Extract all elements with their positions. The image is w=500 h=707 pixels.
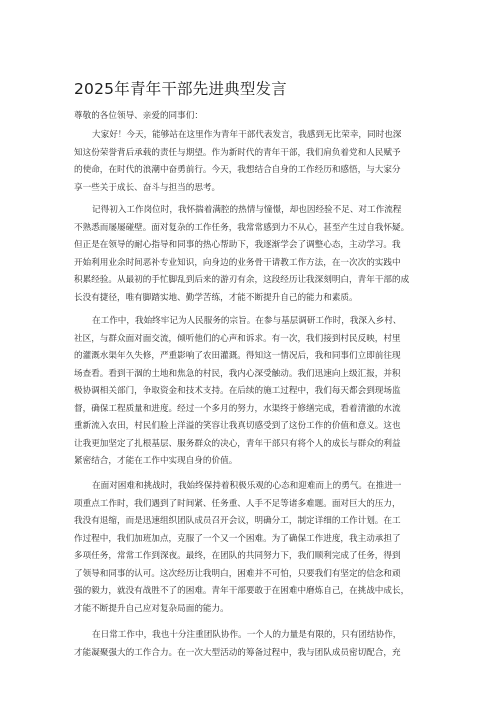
paragraph-line: 的使命，在时代的浪潮中奋勇前行。今天，我想结合自身的工作经历和感悟，与大家分 <box>74 165 401 175</box>
paragraph-3 <box>74 313 434 471</box>
paragraph-line: 开始利用业余时间恶补专业知识，向身边的业务骨干请教工作方法，在一次次的实践中 <box>74 257 401 268</box>
paragraph-line: 在日常工作中，我也十分注重团队协作。一个人的力量是有限的，只有团结协作， <box>92 630 402 640</box>
paragraph-line: 场查看。看到干涸的土地和焦急的村民，我内心深受触动。我们迅速向上级汇报，并积 <box>74 368 401 379</box>
paragraph-line: 长没有捷径，唯有脚踏实地、勤学苦练，才能不断提升自己的能力和素质。 <box>74 292 358 303</box>
paragraph-line: 强的毅力，就没有战胜不了的困难。青年干部要敢于在困难中磨炼自己，在挑战中成长， <box>74 586 410 596</box>
paragraph-line: 多项任务，常常工作到深夜。最终，在团队的共同努力下，我们顺利完成了任务，得到 <box>74 551 401 561</box>
paragraph-line: 项重点工作时，我们遇到了时间紧、任务重、人手不足等诸多难题。面对巨大的压力， <box>74 498 401 509</box>
paragraph-line: 督，确保工程质量和进度。经过一个多月的努力，水渠终于修缮完成，看着清澈的水流 <box>74 403 401 414</box>
paragraph-line: 重新流入农田，村民们脸上洋溢的笑容让我真切感受到了这份工作的价值和意义。这也 <box>74 421 401 431</box>
paragraph-2 <box>74 202 434 307</box>
paragraph-line: 作过程中，我们加班加点，克服了一个又一个困难。为了确保工作进度，我主动承担了 <box>74 533 401 544</box>
paragraph-line: 享一些关于成长、奋斗与担当的思考。 <box>74 182 221 193</box>
paragraph-1 <box>74 127 434 197</box>
paragraph-line: 但正是在领导的耐心指导和同事的热心帮助下，我逐渐学会了调整心态，主动学习。我 <box>74 240 401 250</box>
paragraph-line: 了领导和同事的认可。这次经历让我明白，困难并不可怕，只要我们有坚定的信念和顽 <box>74 568 401 579</box>
paragraph-line: 我没有退缩，而是迅速组织团队成员召开会议，明确分工，制定详细的工作计划。在工 <box>74 516 401 526</box>
paragraph-line: 积累经验。从最初的手忙脚乱到后来的游刃有余，这段经历让我深刻明白，青年干部的成 <box>74 275 410 285</box>
paragraph-line: 紧密结合，才能在工作中实现自身的价值。 <box>74 456 238 466</box>
paragraph-line: 的灌溉水渠年久失修，严重影响了农田灌溉。得知这一情况后，我和同事们立即前往现 <box>74 351 401 361</box>
paragraph-line: 在面对困难和挑战时，我始终保持着积极乐观的心态和迎难而上的勇气。在推进一 <box>92 481 402 491</box>
salutation: 尊敬的各位领导、亲爱的同事们： <box>74 111 203 121</box>
paragraph-line: 社区，与群众面对面交流，倾听他们的心声和诉求。有一次，我们接到村民反映，村里 <box>74 333 401 344</box>
paragraph-line: 记得初入工作岗位时，我怀揣着满腔的热情与憧憬，却也因经验不足、对工作流程 <box>92 205 402 215</box>
paragraph-line: 不熟悉而屡屡碰壁。面对复杂的工作任务，我常常感到力不从心，甚至产生过自我怀疑。 <box>74 222 410 233</box>
paragraph-line: 让我更加坚定了扎根基层、服务群众的决心，青年干部只有将个人的成长与群众的利益 <box>74 438 401 449</box>
paragraph-line: 在工作中，我始终牢记为人民服务的宗旨。在参与基层调研工作时，我深入乡村、 <box>92 316 402 326</box>
paragraph-line: 才能不断提升自己应对复杂局面的能力。 <box>74 603 229 614</box>
paragraph-line: 才能凝聚强大的工作合力。在一次大型活动的筹备过程中，我与团队成员密切配合，充 <box>74 647 401 658</box>
paragraph-5 <box>74 627 434 662</box>
paragraph-line: 极协调相关部门，争取资金和技术支持。在后续的施工过程中，我们每天都会到现场监 <box>74 386 401 396</box>
page-title: 2025年青年干部先进典型发言 <box>74 80 287 98</box>
paragraph-4 <box>74 478 434 618</box>
paragraph-line: 知这份荣誉背后承载的责任与期望。作为新时代的青年干部，我们肩负着党和人民赋予 <box>74 147 401 158</box>
paragraph-line: 大家好！今天，能够站在这里作为青年干部代表发言，我感到无比荣幸，同时也深 <box>92 130 402 140</box>
